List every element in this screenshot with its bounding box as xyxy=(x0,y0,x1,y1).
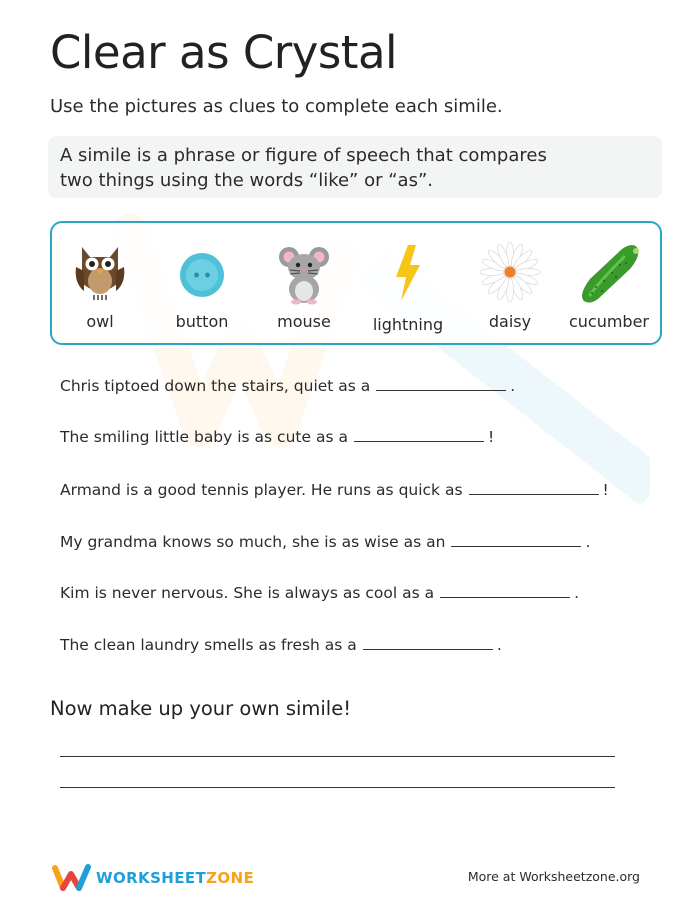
sentence-item xyxy=(60,636,502,654)
sentence-end: . xyxy=(585,533,591,551)
word-bank-item-mouse xyxy=(254,223,354,343)
page-title: Clear as Crystal xyxy=(50,26,398,79)
daisy-icon xyxy=(479,241,541,303)
word-bank-item-button xyxy=(152,223,252,343)
instructions: Use the pictures as clues to complete each simile. xyxy=(50,96,503,117)
answer-blank[interactable] xyxy=(363,648,493,650)
brand-part: ZONE xyxy=(206,869,255,887)
sentence-item xyxy=(60,377,515,395)
sentence-end: . xyxy=(574,584,580,602)
sentence-text: My grandma knows so much, she is as wise as an xyxy=(60,533,446,551)
definition-line: two things using the words “like” or “as”. xyxy=(60,170,434,191)
word-bank-item-daisy xyxy=(460,223,560,343)
word-bank-item-owl xyxy=(50,223,150,343)
lightning-icon xyxy=(392,243,424,303)
definition-line: A simile is a phrase or figure of speech that compares xyxy=(60,145,547,166)
sentence-text: The clean laundry smells as fresh as a xyxy=(60,636,357,654)
word-bank-label: owl xyxy=(86,312,114,331)
word-bank-label: cucumber xyxy=(568,312,650,331)
word-bank xyxy=(50,221,662,345)
footer-link[interactable]: More at Worksheetzone.org xyxy=(467,869,640,884)
owl-icon xyxy=(72,243,128,301)
answer-blank[interactable] xyxy=(469,493,599,495)
answer-blank[interactable] xyxy=(451,545,581,547)
writing-line[interactable] xyxy=(60,787,615,788)
sentence-text: The smiling little baby is as cute as a xyxy=(60,428,348,446)
sentence-text: Armand is a good tennis player. He runs as quick as xyxy=(60,481,463,499)
answer-blank[interactable] xyxy=(440,596,570,598)
brand-part: WORKSHEET xyxy=(96,869,207,887)
sentence-text: Chris tiptoed down the stairs, quiet as a xyxy=(60,377,371,395)
sentence-end: . xyxy=(510,377,516,395)
brand-name xyxy=(96,869,254,887)
sentence-end: ! xyxy=(602,481,609,499)
word-bank-label: mouse xyxy=(277,312,331,331)
answer-blank[interactable] xyxy=(376,389,506,391)
word-bank-label: lightning xyxy=(372,315,444,334)
sentence-item xyxy=(60,533,590,551)
word-bank-label: button xyxy=(175,312,229,331)
sentence-text: Kim is never nervous. She is always as cool as a xyxy=(60,584,435,602)
own-simile-heading: Now make up your own simile! xyxy=(50,697,352,720)
word-bank-label: daisy xyxy=(488,312,532,331)
sentence-item xyxy=(60,428,494,446)
writing-line[interactable] xyxy=(60,756,615,757)
worksheetzone-logo-icon xyxy=(52,864,92,892)
button-icon xyxy=(177,243,227,301)
mouse-icon xyxy=(276,243,332,305)
word-bank-item-cucumber xyxy=(559,223,659,343)
cucumber-icon xyxy=(576,243,642,307)
definition-box xyxy=(48,136,662,198)
word-bank-item-lightning xyxy=(358,223,458,343)
sentence-item xyxy=(60,584,579,602)
sentence-item xyxy=(60,481,609,499)
answer-blank[interactable] xyxy=(354,440,484,442)
sentence-end: . xyxy=(496,636,502,654)
sentence-end: ! xyxy=(487,428,495,446)
